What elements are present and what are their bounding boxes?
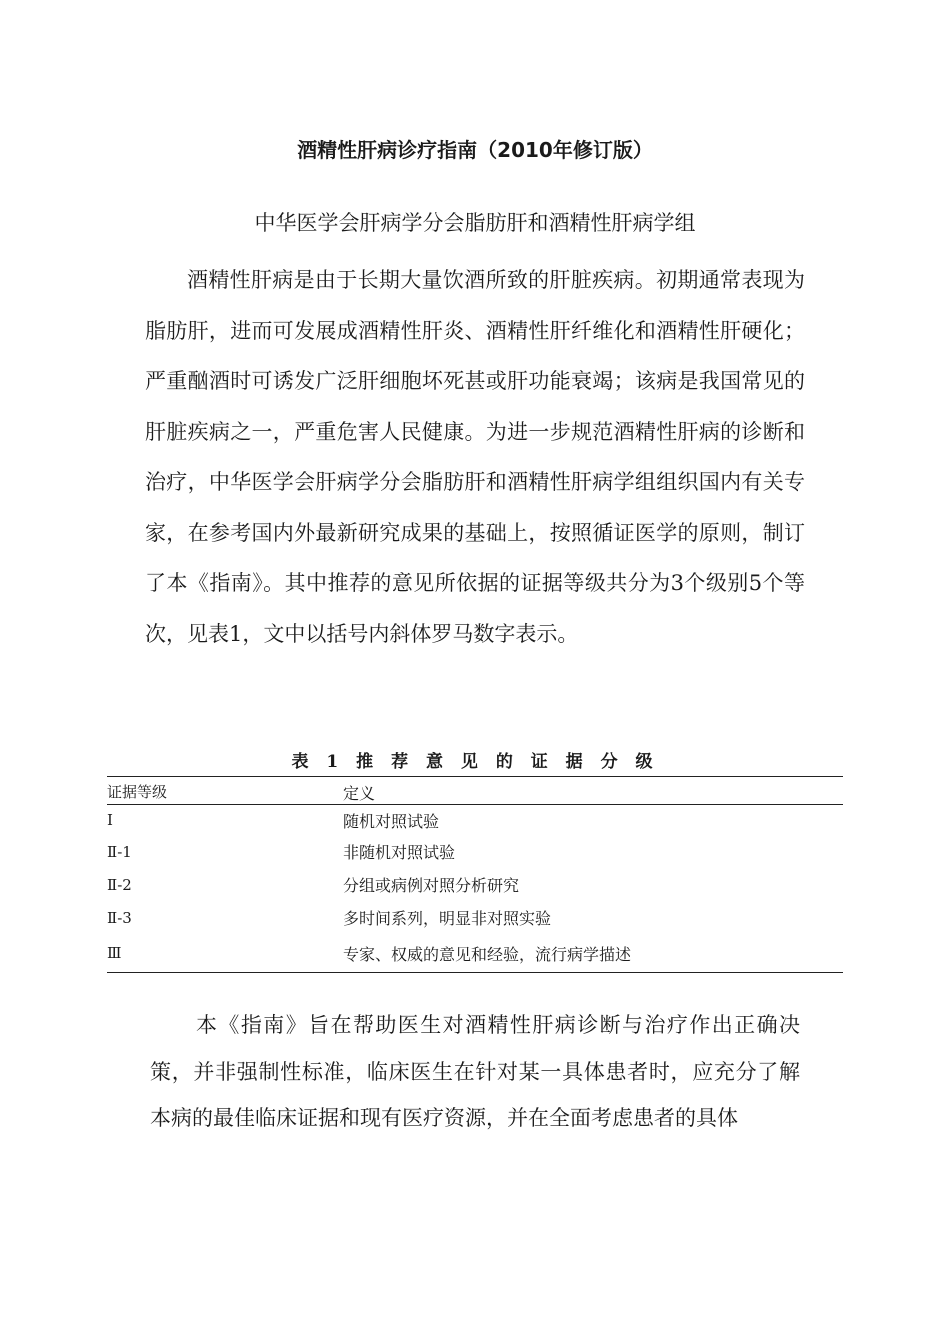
definition-cell: 多时间系列，明显非对照实验 [343, 909, 552, 928]
definition-cell: 非随机对照试验 [343, 843, 456, 862]
table-row [107, 901, 843, 934]
table-row [107, 805, 843, 836]
table-row [107, 934, 843, 973]
header-evidence-level: 证据等级 [107, 777, 343, 805]
evidence-level-cell: Ⅱ-1 [107, 842, 132, 861]
header-definition: 定义 [343, 777, 843, 805]
evidence-level-cell: Ⅲ [107, 934, 343, 973]
second-paragraph: 本《指南》旨在帮助医生对酒精性肝病诊断与治疗作出正确决策，并非强制性标准，临床医生在针对某一具体患者时，应充分了解本病的最佳临床证据和现有医疗资源，并在全面考虑患者的具体 [150, 1013, 800, 1130]
evidence-level-cell: Ⅱ-2 [107, 875, 132, 894]
intro-paragraph: 酒精性肝病是由于长期大量饮酒所致的肝脏疾病。初期通常表现为脂肪肝，进而可发展成酒精性肝炎、酒精性肝纤维化和酒精性肝硬化；严重酗酒时可诱发广泛肝细胞坏死甚或肝功能衰竭；该病是我国常见的肝脏疾病之一，严重危害人民健康。为进一步规范酒精性肝病的诊断和治疗，中华医学会肝病学分会脂肪肝和酒精性肝病学组组织国内有关专家，在参考国内外最新研究成果的基础上，按照循证医学的原则，制订了本《指南》。其中推荐的意见所依据的证据等级共分为3个级别5个等次，见表1，文中以括号内斜体罗马数字表示。 [145, 268, 805, 646]
evidence-level-cell: Ⅰ [107, 811, 113, 829]
evidence-grade-table [107, 776, 843, 973]
document-title: 酒精性肝病诊疗指南（2010年修订版） [297, 138, 653, 162]
definition-cell: 随机对照试验 [343, 811, 440, 831]
definition-cell: 分组或病例对照分析研究 [343, 876, 520, 895]
evidence-level-cell: Ⅱ-3 [107, 908, 132, 927]
table-row [107, 868, 843, 901]
document-author: 中华医学会肝病学分会脂肪肝和酒精性肝病学组 [254, 211, 696, 235]
table-row [107, 835, 843, 868]
table-caption: 表 1 推 荐 意 见 的 证 据 分 级 [291, 752, 659, 772]
definition-cell: 专家、权威的意见和经验，流行病学描述 [343, 934, 843, 973]
table-header-row [107, 777, 843, 805]
